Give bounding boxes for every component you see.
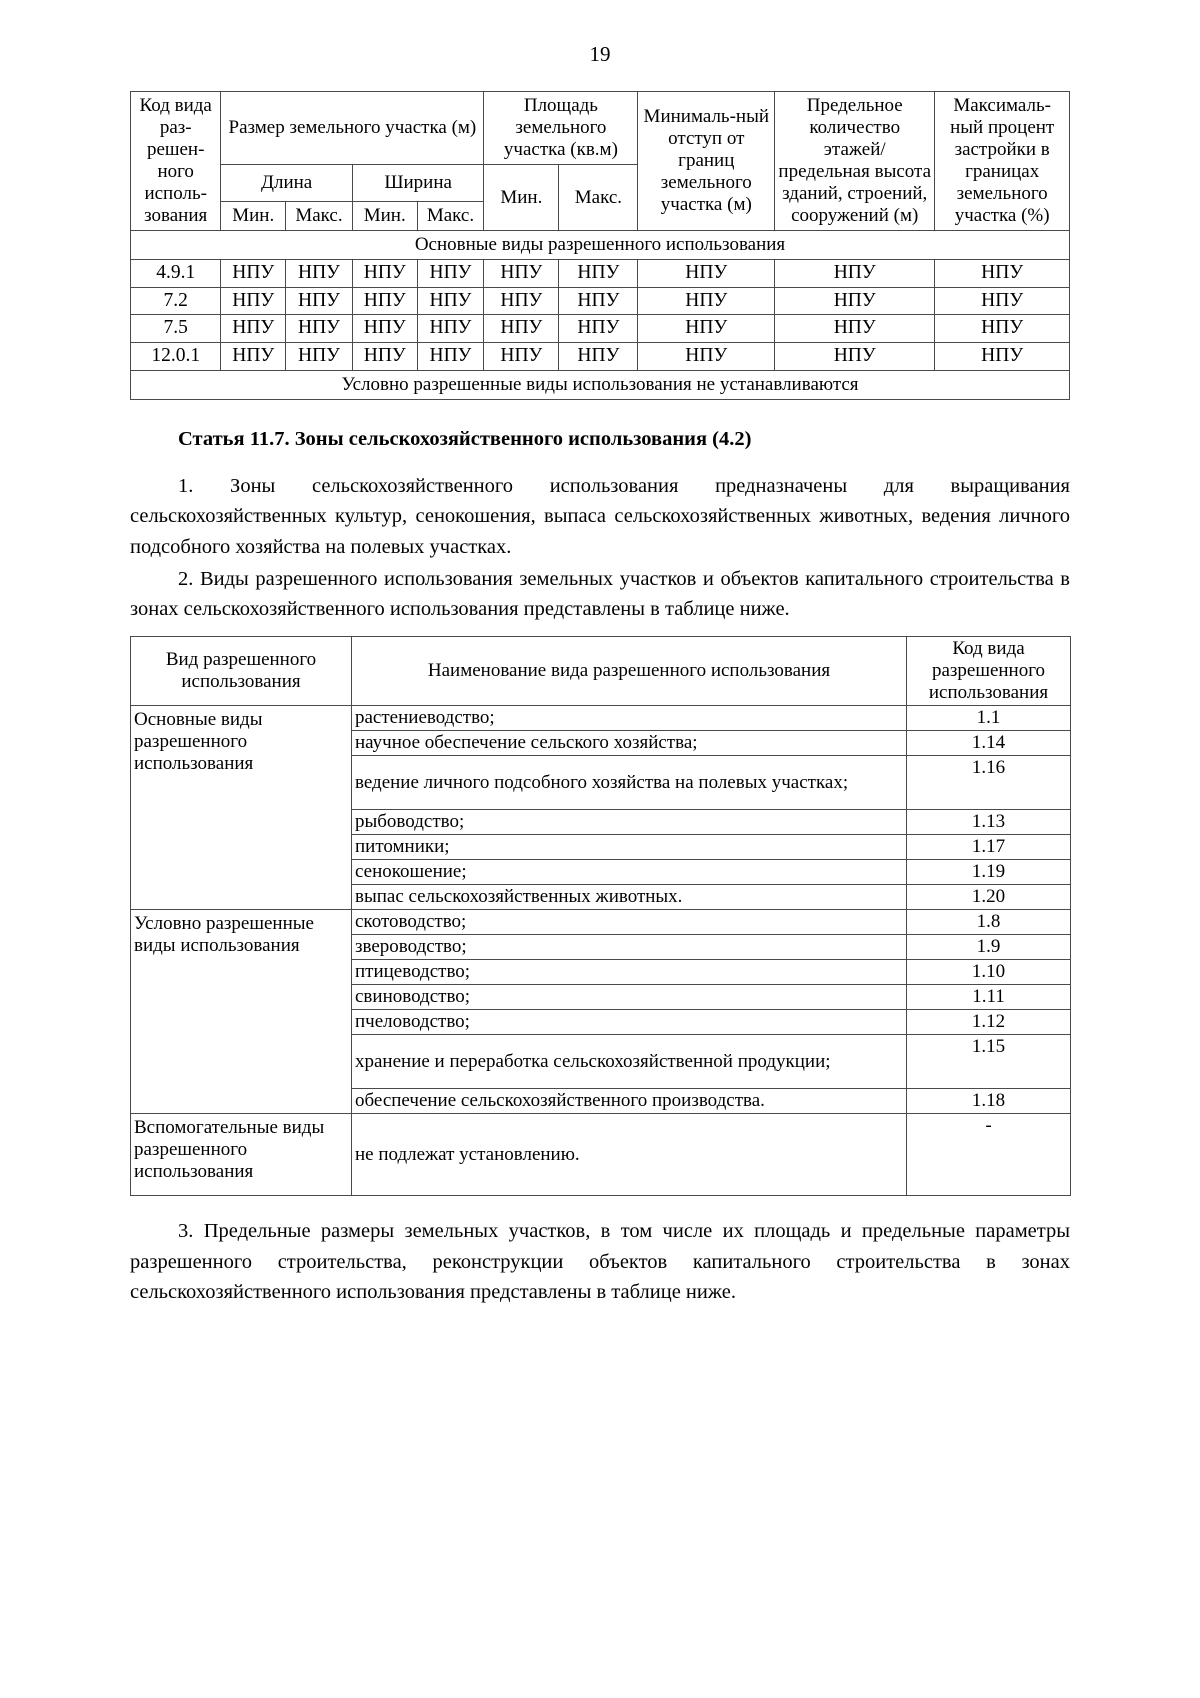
cell-width-min: НПУ	[352, 315, 417, 343]
cell-setback: НПУ	[638, 260, 775, 288]
cell-area-min: НПУ	[484, 260, 559, 288]
use-name: пчеловодство;	[352, 1010, 907, 1035]
cell-width-max: НПУ	[417, 315, 484, 343]
cell-coverage: НПУ	[935, 260, 1070, 288]
use-name: научное обеспечение сельского хозяйства;	[352, 731, 907, 756]
cell-area-max: НПУ	[559, 260, 638, 288]
table-row	[131, 910, 1071, 935]
cell-coverage: НПУ	[935, 343, 1070, 371]
header-length-max: Макс.	[286, 202, 353, 231]
header-use-kind: Вид разрешенного использования	[131, 636, 352, 705]
band-label-main-uses: Основные виды разрешенного использования	[131, 231, 1070, 260]
cell-floors: НПУ	[775, 260, 935, 288]
cell-length-max: НПУ	[286, 343, 353, 371]
cell-width-min: НПУ	[352, 287, 417, 315]
limit-parameters-table	[130, 91, 1070, 400]
header-area-max: Макс.	[559, 165, 638, 231]
table-header-row	[131, 636, 1071, 705]
use-name: выпас сельскохозяйственных животных.	[352, 885, 907, 910]
header-coverage-percent: Максималь-ный процент застройки в границах земельного участка (%)	[935, 92, 1070, 231]
header-width-max: Макс.	[417, 202, 484, 231]
header-length: Длина	[221, 165, 352, 202]
band-label-conditional-note: Условно разрешенные виды использования не устанавливаются	[131, 370, 1070, 399]
cell-length-min: НПУ	[221, 287, 286, 315]
cell-length-max: НПУ	[286, 260, 353, 288]
cell-width-max: НПУ	[417, 260, 484, 288]
use-code: 1.10	[907, 960, 1071, 985]
table-row	[131, 260, 1070, 288]
use-code: 1.12	[907, 1010, 1071, 1035]
header-floors-height: Предельное количество этажей/ предельная высота зданий, строений, сооружений (м)	[775, 92, 935, 231]
header-area: Площадь земельного участка (кв.м)	[484, 92, 638, 165]
article-paragraph-1: 1. Зоны сельскохозяйственного использования предназначены для выращивания сельскохозяйственных культур, сенокошения, выпаса сельскохозяйственных животных, ведения личного подсобного хозяйства на полевых участках.	[130, 475, 1070, 558]
row-code: 7.5	[131, 315, 221, 343]
cell-setback: НПУ	[638, 287, 775, 315]
cell-floors: НПУ	[775, 287, 935, 315]
cell-setback: НПУ	[638, 315, 775, 343]
header-use-name: Наименование вида разрешенного использования	[352, 636, 907, 705]
use-name: сенокошение;	[352, 860, 907, 885]
table-row	[131, 1114, 1071, 1196]
header-width: Ширина	[352, 165, 484, 202]
cell-floors: НПУ	[775, 315, 935, 343]
use-name: звероводство;	[352, 935, 907, 960]
header-width-min: Мин.	[352, 202, 417, 231]
cell-area-max: НПУ	[559, 315, 638, 343]
row-code: 4.9.1	[131, 260, 221, 288]
article-paragraph-2: 2. Виды разрешенного использования земельных участков и объектов капитального строительства в зонах сельскохозяйственного использования представлены в таблице ниже.	[130, 567, 1070, 620]
cell-area-max: НПУ	[559, 343, 638, 371]
use-code: 1.13	[907, 810, 1071, 835]
header-setback: Минималь-ный отступ от границ земельного участка (м)	[638, 92, 775, 231]
use-code: 1.17	[907, 835, 1071, 860]
band-row-main-uses	[131, 231, 1070, 260]
table-row	[131, 343, 1070, 371]
use-code: 1.19	[907, 860, 1071, 885]
use-name: обеспечение сельскохозяйственного производства.	[352, 1089, 907, 1114]
cell-area-min: НПУ	[484, 343, 559, 371]
use-name: скотоводство;	[352, 910, 907, 935]
cell-width-max: НПУ	[417, 287, 484, 315]
use-name: не подлежат установлению.	[352, 1114, 907, 1196]
cell-area-min: НПУ	[484, 287, 559, 315]
use-code: 1.16	[907, 756, 1071, 810]
cell-width-min: НПУ	[352, 260, 417, 288]
cell-length-min: НПУ	[221, 315, 286, 343]
group-label-main-uses: Основные виды разрешенного использования	[131, 706, 352, 910]
cell-setback: НПУ	[638, 343, 775, 371]
cell-length-min: НПУ	[221, 343, 286, 371]
use-code: 1.14	[907, 731, 1071, 756]
use-name: хранение и переработка сельскохозяйственной продукции;	[352, 1035, 907, 1089]
cell-length-max: НПУ	[286, 315, 353, 343]
use-name: рыбоводство;	[352, 810, 907, 835]
row-code: 12.0.1	[131, 343, 221, 371]
article-title: Статья 11.7. Зоны сельскохозяйственного использования (4.2)	[178, 427, 752, 450]
use-code: 1.8	[907, 910, 1071, 935]
use-code: 1.1	[907, 706, 1071, 731]
header-plot-size: Размер земельного участка (м)	[221, 92, 484, 165]
cell-width-max: НПУ	[417, 343, 484, 371]
band-row-conditional-note	[131, 370, 1070, 399]
cell-floors: НПУ	[775, 343, 935, 371]
use-name: ведение личного подсобного хозяйства на полевых участках;	[352, 756, 907, 810]
use-code: 1.20	[907, 885, 1071, 910]
use-code: -	[907, 1114, 1071, 1196]
permitted-uses-table	[130, 636, 1071, 1196]
header-use-code: Код вида разрешенного использования	[907, 636, 1071, 705]
group-label-auxiliary-uses: Вспомогательные виды разрешенного использования	[131, 1114, 352, 1196]
header-area-min: Мин.	[484, 165, 559, 231]
row-code: 7.2	[131, 287, 221, 315]
table-header-row	[131, 92, 1070, 165]
cell-coverage: НПУ	[935, 315, 1070, 343]
table-row	[131, 706, 1071, 731]
cell-width-min: НПУ	[352, 343, 417, 371]
use-code: 1.18	[907, 1089, 1071, 1114]
table-row	[131, 315, 1070, 343]
cell-length-min: НПУ	[221, 260, 286, 288]
article-paragraph-3: 3. Предельные размеры земельных участков, в том числе их площадь и предельные параметры разрешенного строительства, реконструкции объектов капитального строительства в зонах сельскохозяйственного использования представлены в таблице ниже.	[130, 1220, 1070, 1303]
page-number: 19	[589, 42, 611, 66]
use-code: 1.9	[907, 935, 1071, 960]
use-code: 1.15	[907, 1035, 1071, 1089]
table-row	[131, 287, 1070, 315]
use-name: свиноводство;	[352, 985, 907, 1010]
use-name: растениеводство;	[352, 706, 907, 731]
cell-area-max: НПУ	[559, 287, 638, 315]
use-name: птицеводство;	[352, 960, 907, 985]
cell-coverage: НПУ	[935, 287, 1070, 315]
use-code: 1.11	[907, 985, 1071, 1010]
use-name: питомники;	[352, 835, 907, 860]
group-label-conditional-uses: Условно разрешенные виды использования	[131, 910, 352, 1114]
header-code: Код вида раз-решен-ного исполь-зования	[131, 92, 221, 231]
cell-length-max: НПУ	[286, 287, 353, 315]
header-length-min: Мин.	[221, 202, 286, 231]
cell-area-min: НПУ	[484, 315, 559, 343]
